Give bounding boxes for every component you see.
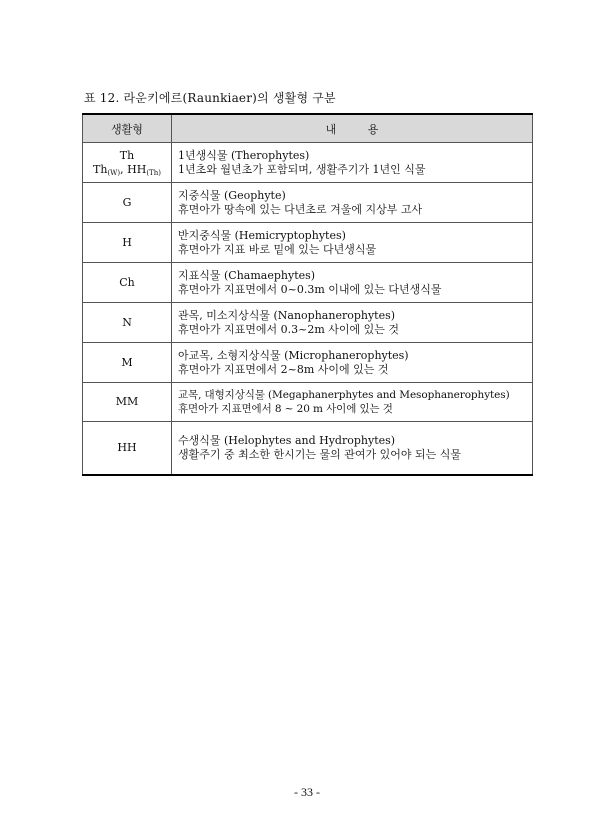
life-form-code: H	[83, 223, 172, 263]
header-content: 내 용	[172, 114, 533, 143]
life-form-detail: 생활주기 중 최소한 한시기는 물의 관여가 있어야 되는 식물	[178, 448, 461, 461]
life-form-description	[172, 343, 533, 383]
life-form-table	[82, 113, 533, 476]
table-row	[83, 343, 533, 383]
life-form-name: 관목, 미소지상식물 (Nanophanerophytes)	[178, 308, 396, 322]
life-form-code: G	[83, 183, 172, 223]
life-form-description	[172, 383, 533, 422]
table-header-row	[83, 114, 533, 143]
table-row	[83, 143, 533, 183]
life-form-name: 수생식물 (Helophytes and Hydrophytes)	[178, 434, 396, 447]
life-form-description	[172, 263, 533, 303]
life-form-detail: 휴면아가 지표면에서 0.3~2m 사이에 있는 것	[178, 322, 400, 336]
life-form-detail: 휴면아가 지표면에서 2~8m 사이에 있는 것	[178, 362, 389, 376]
life-form-description	[172, 223, 533, 263]
life-form-description	[172, 303, 533, 343]
life-form-name: 1년생식물 (Therophytes)	[178, 148, 310, 162]
code-main: Th	[119, 148, 135, 162]
life-form-code: N	[83, 303, 172, 343]
table-row	[83, 303, 533, 343]
life-form-detail: 1년초와 월년초가 포함되며, 생활주기가 1년인 식물	[178, 162, 426, 176]
header-life-form: 생활형	[83, 114, 172, 143]
life-form-code: Ch	[83, 263, 172, 303]
table-row	[83, 223, 533, 263]
table-row	[83, 422, 533, 476]
table-row	[83, 263, 533, 303]
life-form-code: M	[83, 343, 172, 383]
table-row	[83, 383, 533, 422]
life-form-description	[172, 143, 533, 183]
life-form-code: MM	[83, 383, 172, 422]
life-form-description	[172, 422, 533, 476]
life-form-detail: 휴면아가 지표면에서 0~0.3m 이내에 있는 다년생식물	[178, 282, 442, 296]
life-form-detail: 휴면아가 땅속에 있는 다년초로 겨울에 지상부 고사	[178, 202, 423, 216]
life-form-name: 지표식물 (Chamaephytes)	[178, 268, 316, 282]
life-form-name: 아교목, 소형지상식물 (Microphanerophytes)	[178, 348, 409, 362]
table-caption: 표 12. 라운키에르(Raunkiaer)의 생활형 구분	[84, 91, 336, 105]
code-variants: $Th_{(W)}$, $HH_{(Th)}$	[93, 162, 161, 177]
life-form-detail: 휴면아가 지표면에서 8 ~ 20 m 사이에 있는 것	[178, 403, 393, 415]
life-form-code	[83, 143, 172, 183]
life-form-code: HH	[83, 422, 172, 476]
life-form-name: 교목, 대형지상식물 (Megaphanerphytes and Mesophanerophytes)	[178, 389, 510, 401]
page-number: - 33 -	[294, 785, 320, 799]
life-form-name: 반지중식물 (Hemicryptophytes)	[178, 228, 346, 242]
life-form-detail: 휴면아가 지표 바로 밑에 있는 다년생식물	[178, 242, 377, 256]
life-form-description	[172, 183, 533, 223]
life-form-name: 지중식물 (Geophyte)	[178, 188, 286, 202]
table-row	[83, 183, 533, 223]
